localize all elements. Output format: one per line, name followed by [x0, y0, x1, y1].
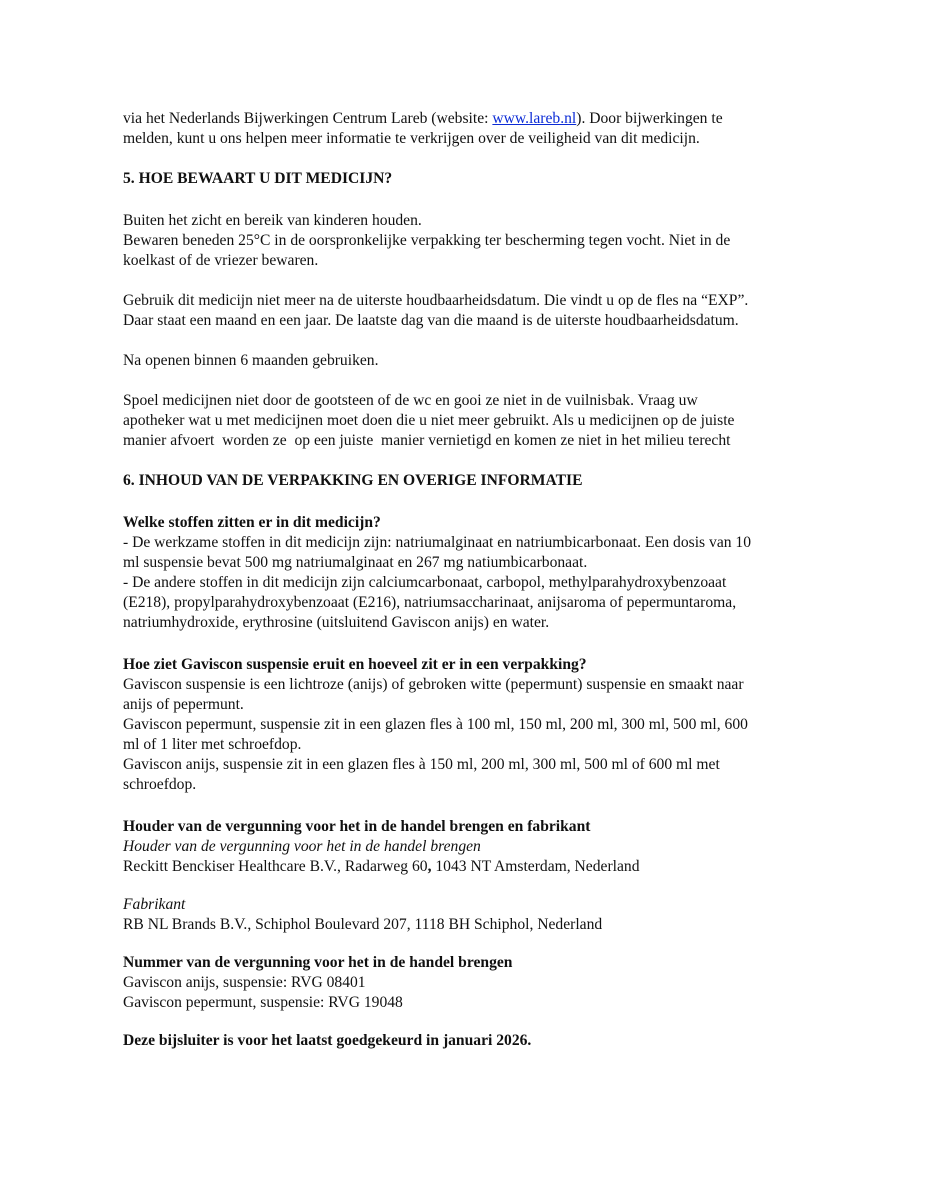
document-page [123, 109, 813, 1051]
appearance-line-4: ml of 1 liter met schroefdop. [123, 736, 302, 753]
appearance-title: Hoe ziet Gaviscon suspensie eruit en hoeveel zit er in een verpakking? [123, 656, 587, 673]
intro-text: via het Nederlands Bijwerkingen Centrum Lareb (website: [123, 110, 493, 127]
storage-line-1: Buiten het zicht en bereik van kinderen houden. [123, 212, 422, 229]
substances-line-3: - De andere stoffen in dit medicijn zijn calciumcarbonaat, carbopol, methylparahydroxybenzoaat [123, 574, 727, 591]
holder-address [123, 857, 813, 877]
intro-line-1 [123, 109, 813, 129]
disposal-line-2: apotheker wat u met medicijnen moet doen die u niet meer gebruikt. Als u medicijnen op de juiste [123, 412, 735, 429]
manufacturer-address: RB NL Brands B.V., Schiphol Boulevard 207, 1118 BH Schiphol, Nederland [123, 916, 603, 933]
appearance-line-1: Gaviscon suspensie is een lichtroze (anijs) of gebroken witte (pepermunt) suspensie en smaakt naar [123, 676, 744, 693]
after-opening: Na openen binnen 6 maanden gebruiken. [123, 352, 379, 369]
approval-date: Deze bijsluiter is voor het laatst goedgekeurd in januari 2026. [123, 1032, 532, 1049]
intro-line-2: melden, kunt u ons helpen meer informatie te verkrijgen over de veiligheid van dit medicijn. [123, 130, 700, 147]
substances-line-4: (E218), propylparahydroxybenzoaat (E216), natriumsaccharinaat, anijsaroma of pepermuntaroma, [123, 594, 737, 611]
holder-title: Houder van de vergunning voor het in de handel brengen en fabrikant [123, 818, 591, 835]
section-5-heading: 5. HOE BEWAART U DIT MEDICIJN? [123, 170, 393, 187]
appearance-line-3: Gaviscon pepermunt, suspensie zit in een glazen fles à 100 ml, 150 ml, 200 ml, 300 ml, 500 ml, 600 [123, 716, 748, 733]
substances-line-1: - De werkzame stoffen in dit medicijn zijn: natriumalginaat en natriumbicarbonaat. Een dosis van 10 [123, 534, 752, 551]
holder-address-rest: 1043 NT Amsterdam, Nederland [431, 858, 640, 875]
storage-line-2: Bewaren beneden 25°C in de oorspronkelijke verpakking ter bescherming tegen vocht. Niet in de [123, 232, 731, 249]
substances-line-2: ml suspensie bevat 500 mg natriumalginaat en 267 mg natiumbicarbonaat. [123, 554, 588, 571]
appearance-line-5: Gaviscon anijs, suspensie zit in een glazen fles à 150 ml, 200 ml, 300 ml, 500 ml of 600 ml met [123, 756, 720, 773]
lareb-link[interactable]: www.lareb.nl [492, 110, 577, 127]
appearance-line-6: schroefdop. [123, 776, 197, 793]
holder-address-comma: , [427, 858, 432, 875]
substances-line-5: natriumhydroxide, erythrosine (uitsluitend Gaviscon anijs) en water. [123, 614, 550, 631]
disposal-line-3: manier afvoert worden ze op een juiste manier vernietigd en komen ze niet in het milieu terecht [123, 432, 731, 449]
substances-title: Welke stoffen zitten er in dit medicijn? [123, 514, 381, 531]
intro-text-post: ). Door bijwerkingen te [576, 110, 723, 127]
holder-subtitle: Houder van de vergunning voor het in de handel brengen [123, 838, 481, 855]
storage-line-3: koelkast of de vriezer bewaren. [123, 252, 319, 269]
registration-title: Nummer van de vergunning voor het in de handel brengen [123, 954, 513, 971]
expiry-line-2: Daar staat een maand en een jaar. De laatste dag van die maand is de uiterste houdbaarheidsdatum. [123, 312, 739, 329]
registration-line-1: Gaviscon anijs, suspensie: RVG 08401 [123, 974, 366, 991]
manufacturer-label: Fabrikant [123, 896, 186, 913]
appearance-line-2: anijs of pepermunt. [123, 696, 244, 713]
section-6-heading: 6. INHOUD VAN DE VERPAKKING EN OVERIGE INFORMATIE [123, 472, 583, 489]
holder-address-text: Reckitt Benckiser Healthcare B.V., Radarweg 60 [123, 858, 428, 875]
disposal-line-1: Spoel medicijnen niet door de gootsteen of de wc en gooi ze niet in de vuilnisbak. Vraag uw [123, 392, 698, 409]
registration-line-2: Gaviscon pepermunt, suspensie: RVG 19048 [123, 994, 403, 1011]
expiry-line-1: Gebruik dit medicijn niet meer na de uiterste houdbaarheidsdatum. Die vindt u op de fles na “EXP”. [123, 292, 749, 309]
